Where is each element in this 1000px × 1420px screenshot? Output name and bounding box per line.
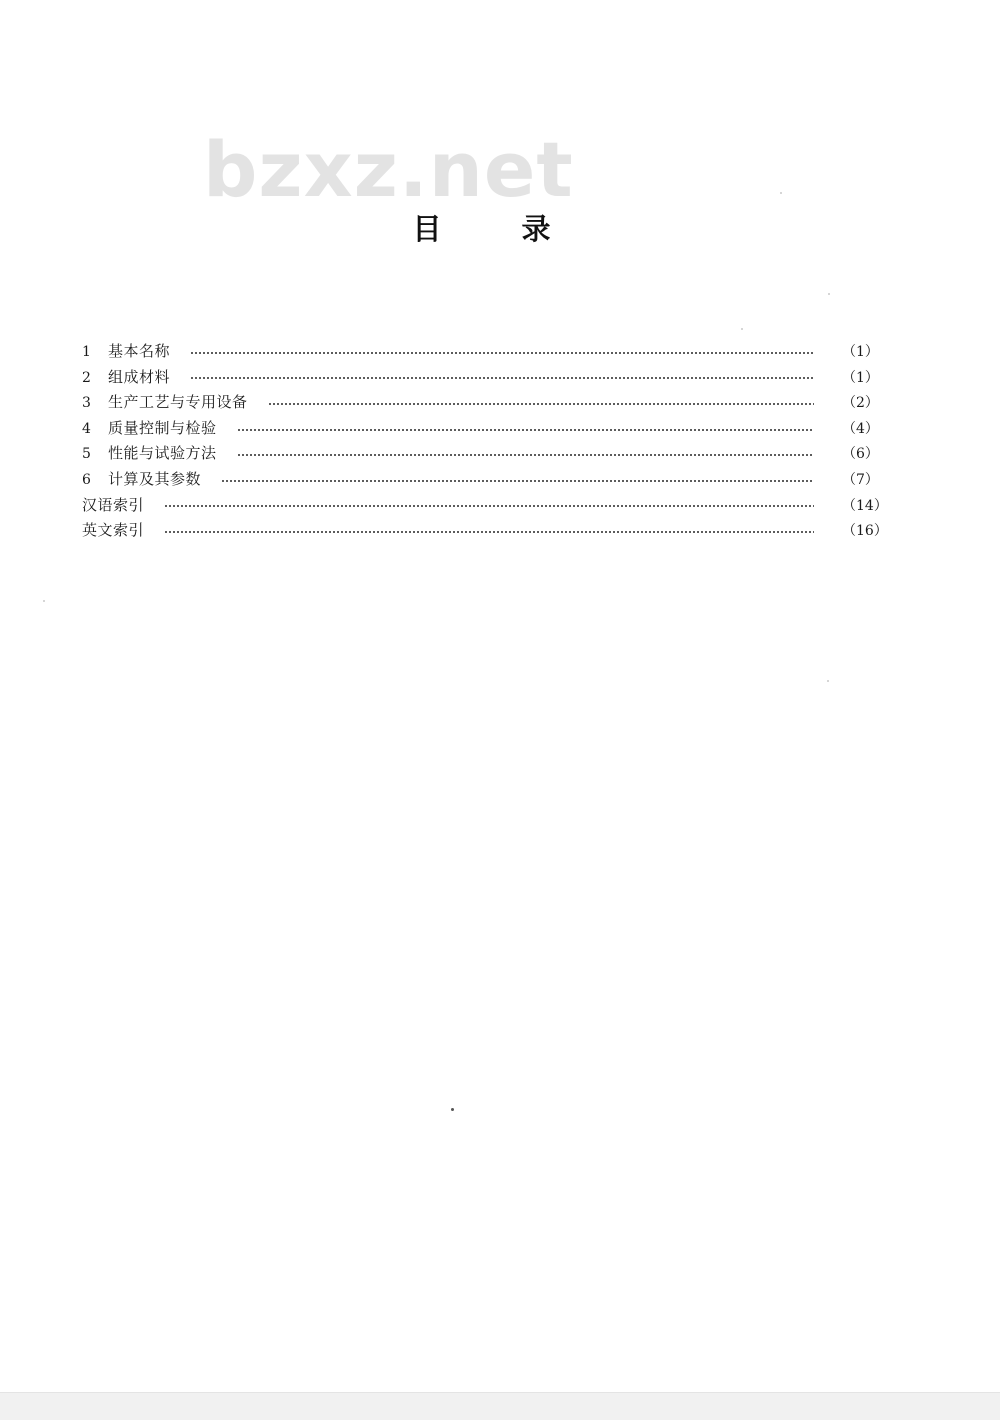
dot-leader: [221, 480, 814, 482]
toc-entry[interactable]: [82, 390, 878, 416]
toc-entry-title: 汉语索引: [82, 495, 145, 514]
toc-entry-page: （14）: [842, 497, 888, 514]
toc-entry[interactable]: [82, 416, 878, 442]
toc-entry-number: 6: [82, 471, 91, 488]
scan-speck: [451, 1108, 454, 1111]
toc-entry-page: （7）: [842, 471, 879, 488]
scan-speck: [43, 600, 45, 602]
toc-entry-number: 3: [82, 395, 91, 412]
dot-leader: [164, 505, 814, 507]
toc-entry-number: 1: [82, 344, 91, 360]
toc-entry-page: （16）: [842, 523, 888, 540]
toc-entry-page: （1）: [842, 344, 879, 360]
dot-leader: [268, 403, 814, 405]
dot-leader: [164, 531, 814, 533]
watermark: bzxz.net: [203, 125, 574, 214]
toc-entry-title: 生产工艺与专用设备: [108, 393, 248, 412]
toc-entry-title: 组成材料: [108, 367, 171, 386]
toc-entry[interactable]: [82, 339, 878, 365]
toc-entry-page: （4）: [842, 420, 879, 437]
toc-entry[interactable]: [82, 441, 878, 467]
toc-entry-number: 2: [82, 369, 91, 386]
toc-entry-title: 英文索引: [82, 521, 145, 540]
scan-speck: [828, 293, 830, 295]
page-title: 目录: [412, 212, 631, 246]
toc-entry[interactable]: [82, 467, 878, 493]
dot-leader: [237, 429, 814, 431]
toc-entry-number: 4: [82, 420, 91, 437]
toc-entry[interactable]: [82, 518, 888, 544]
toc-entry-page: （2）: [842, 395, 879, 412]
toc-entry[interactable]: [82, 365, 878, 391]
toc-entry-page: （6）: [842, 446, 879, 463]
scan-speck: [780, 192, 782, 194]
dot-leader: [190, 377, 814, 379]
toc-entry-number: 5: [82, 446, 91, 463]
toc-entry-title: 质量控制与检验: [108, 418, 217, 437]
toc-entry-title: 计算及其参数: [108, 469, 202, 488]
toc-entry-title: 性能与试验方法: [108, 444, 217, 463]
bottom-edge: [0, 1392, 1000, 1420]
dot-leader: [190, 352, 814, 354]
toc-entry-page: （1）: [842, 369, 879, 386]
table-of-contents: [82, 339, 888, 544]
toc-entry[interactable]: [82, 493, 888, 519]
toc-entry-title: 基本名称: [108, 342, 171, 360]
scan-speck: [741, 328, 743, 330]
scan-speck: [827, 680, 829, 682]
dot-leader: [237, 454, 814, 456]
